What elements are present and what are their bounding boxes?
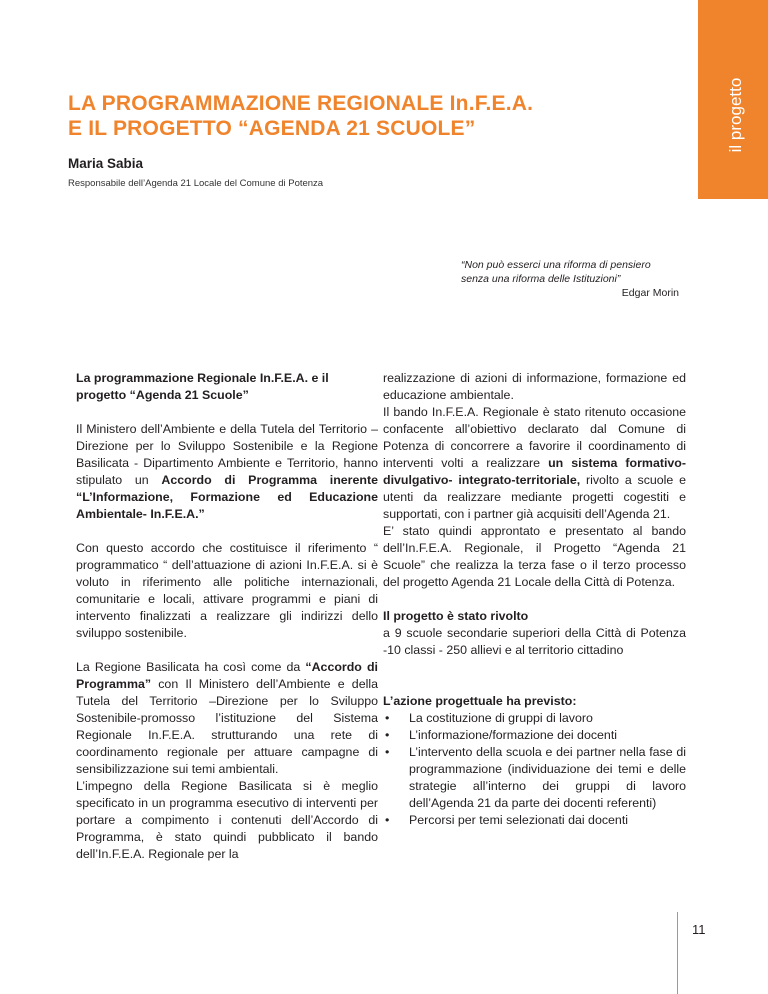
list-item: • Percorsi per temi selezionati dai docenti (383, 812, 686, 829)
title-line-1: LA PROGRAMMAZIONE REGIONALE In.F.E.A. (68, 92, 534, 115)
title-line-2: E IL PROGETTO “AGENDA 21 SCUOLE” (68, 117, 476, 140)
paragraph-text: Il Ministero dell’Ambiente e della Tutela del Territorio – Direzione per lo Sviluppo Sostenibile e la Regione Basilicata - Dipartimento Ambiente e Territorio, hanno stipulato un (76, 422, 378, 487)
page-number: 11 (692, 922, 706, 937)
paragraph-text: rivolto a scuole e utenti da realizzare mediante progetti cogestiti e supportati, con i partner già acquisiti dell’Agenda 21. (383, 473, 686, 521)
subheading-rivolto: Il progetto è stato rivolto (383, 609, 529, 623)
paragraph-bold-text: “Accordo di Programma” (76, 660, 378, 691)
article-title (68, 91, 668, 141)
epigraph-line-2: senza una riforma delle Istituzioni” (461, 273, 621, 285)
section-heading: La programmazione Regionale In.F.E.A. e il progetto “Agenda 21 Scuole” (76, 371, 329, 402)
section-tab-label: il progetto (726, 77, 745, 153)
paragraph-accordo (76, 421, 378, 523)
list-item: • L’intervento della scuola e dei partner nella fase di programmazione (individuazione dei temi e delle strategie all’interno dei gruppi di lavoro dell’Agenda 21 da parte dei docenti referenti) (383, 744, 686, 812)
author-name: Maria Sabia (68, 156, 144, 171)
list-item: • La costituzione di gruppi di lavoro (383, 710, 686, 727)
left-column (76, 370, 378, 863)
list-item: • L’informazione/formazione dei docenti (383, 727, 686, 744)
epigraph (461, 258, 679, 300)
page-number-rule (677, 912, 678, 994)
paragraph-realizzazione: realizzazione di azioni di informazione, formazione ed educazione ambientale. (383, 371, 686, 402)
paragraph-progetto: E’ stato quindi approntato e presentato al bando dell’In.F.E.A. Regionale, il Progetto “Agenda 21 Scuole” che realizza la terza fase o il terzo processo del progetto Agenda 21 Locale della Città di Potenza. (383, 524, 686, 589)
paragraph-text: Il bando In.F.E.A. Regionale è stato ritenuto occasione confacente all’obiettivo declarato dal Comune di Potenza di concorrere a favorire il coordinamento di interventi volti a realizzare (383, 405, 686, 470)
paragraph-riferimento: Con questo accordo che costituisce il riferimento “ programmatico “ dell’attuazione di azioni In.F.E.A. si è voluto in riferimento alle politiche internazionali, comunitarie e locali, attivare programmi e piani di intervento finalizzati a realizzare gli indirizzi dello sviluppo sostenibile. (76, 541, 378, 640)
paragraph-bold-text: Accordo di Programma inerente “L’Informazione, Formazione ed Educazione Ambientale- In.F.E.A.” (76, 473, 378, 521)
paragraph-bando (383, 404, 686, 523)
subheading-azione: L’azione progettuale ha previsto: (383, 694, 577, 708)
paragraph-text: con Il Ministero dell’Ambiente e della Tutela del Territorio –Direzione per lo Sviluppo Sostenibile-promosso l’istituzione del Sistema Regionale In.F.E.A. strutturando una rete di coordinamento regionale per attuare campagne di sensibilizzazione sui temi ambientali. (76, 677, 378, 776)
author-affiliation: Responsabile dell’Agenda 21 Locale del Comune di Potenza (68, 178, 324, 189)
paragraph-text: La Regione Basilicata ha così come da (76, 660, 306, 674)
paragraph-scuole: a 9 scuole secondarie superiori della Città di Potenza -10 classi - 250 allievi e al territorio cittadino (383, 626, 686, 657)
right-column (383, 370, 686, 829)
action-list (383, 710, 686, 829)
epigraph-line-1: “Non può esserci una riforma di pensiero (461, 259, 651, 271)
epigraph-author: Edgar Morin (621, 287, 679, 299)
paragraph-bold-text: un sistema formativo-divulgativo- integrato-territoriale, (383, 456, 686, 487)
paragraph-regione (76, 659, 378, 778)
paragraph-impegno: L’impegno della Regione Basilicata si è meglio specificato in un programma esecutivo di interventi per portare a compimento i contenuti dell’Accordo di Programma, è stato quindi pubblicato il bando dell’In.F.E.A. Regionale per la (76, 779, 378, 861)
section-tab (698, 0, 768, 199)
